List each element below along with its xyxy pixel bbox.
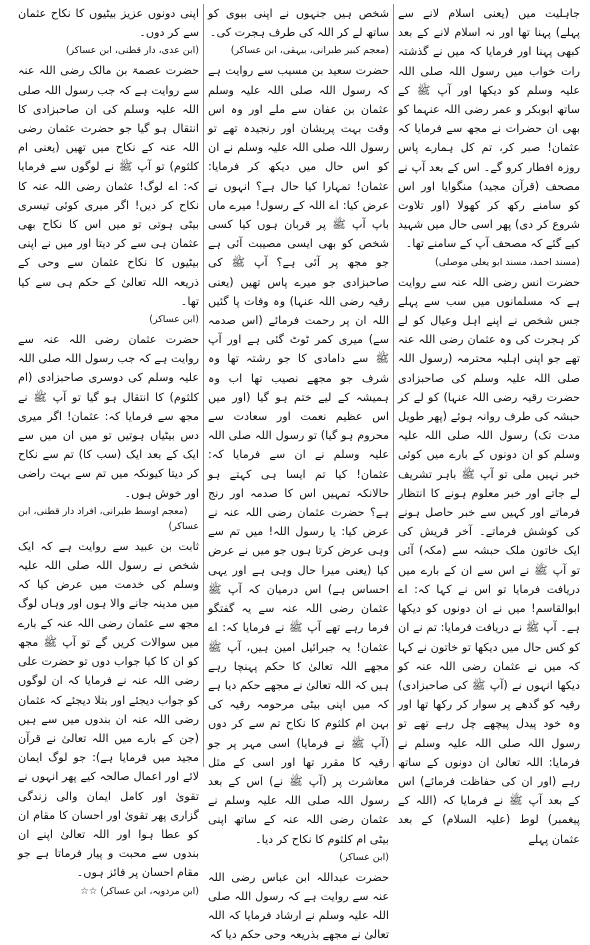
column-middle-reference-2: (ابن عساکر): [339, 851, 389, 863]
column-left-paragraph-3: حضرت عثمان رضی اللہ عنہ سے روایت ہے کہ جب رسول اللہ صلی اللہ علیہ وسلم کی دوسری صاحبزادی (ام کلثوم) کا انتقال ہو گیا تو آپ ﷺ نے مجھ سے فرمایا کہ: عثمان! اگر میری دس بیٹیاں ہوتیں تو میں ان میں سے ایک کے بعد ایک (سب کا) تم سے نکاح کر دیتا کیونکہ میں تم سے بہت راضی اور خوش ہوں۔: [18, 333, 199, 500]
column-left-reference-4: (ابن مردویہ، ابن عساکر) ☆☆: [80, 885, 199, 897]
column-middle-reference-1: (معجم کبیر طبرانی، بیہقی، ابن عساکر): [230, 45, 389, 57]
column-middle: [204, 4, 394, 942]
column-left-reference-1: (ابن عدی، دار قطنی، ابن عساکر): [65, 45, 199, 57]
column-left-paragraph-4: ثابت بن عبید سے روایت ہے کہ ایک شخص نے رسول اللہ صلی اللہ علیہ وسلم کی خدمت میں عرض کیا کہ میں مدینہ جانے والا ہوں اور وہاں لوگ مجھ سے عثمان رضی اللہ عنہ کے بارے میں سوالات کریں گے تو آپ ﷺ مجھ کو ان کا کیا جواب دوں تو حضرت علی رضی اللہ عنہ نے فرمایا کہ ان لوگوں کو جواب دیجئے اور بتلا دیجئے کہ عثمان رضی اللہ عنہ ان بندوں میں سے ہیں (جن کے بارے میں اللہ تعالیٰ نے قرآن مجید میں فرمایا ہے): جو لوگ ایمان لائے اور اعمال صالحہ کیے پھر انہوں نے تقویٰ اور کامل ایمان والی زندگی گزاری پھر تقویٰ اور احسان کا مقام ان کو عطا ہوا اور اللہ تعالیٰ اپنے ان بندوں سے محبت و پیار فرماتا ہے جو مقام احسان پر فائز ہوں۔: [18, 539, 199, 880]
column-right: [394, 4, 584, 846]
column-left: [14, 4, 204, 897]
column-left-reference-3: (معجم اوسط طبرانی، افراد دار قطنی، ابن عساکر): [18, 505, 199, 532]
column-left-paragraph-2: حضرت عصمۃ بن مالک رضی اللہ عنہ سے روایت ہے کہ جب رسول اللہ صلی اللہ علیہ وسلم کی ان صاحبزادی کا انتقال ہو گیا جو حضرت عثمان رضی اللہ عنہ کے نکاح میں تھیں (یعنی ام کلثوم) تو آپ ﷺ نے لوگوں سے فرمایا کہ: اے لوگ! عثمان رضی اللہ عنہ کا نکاح کر دیں! اگر میری کوئی تیسری بیٹی ہوتی تو میں اس کا نکاح بھی عثمان ہی سے کر دیتا اور میں نے اپنی بیٹیوں کا نکاح عثمان سے وحی کے ذریعہ اللہ تعالیٰ کے حکم ہی سے کیا تھا۔: [18, 64, 199, 308]
column-right-paragraph-1: جاہلیت میں (یعنی اسلام لانے سے پہلے) پہنا تھا اور نہ اسلام لانے کے بعد کبھی پہنا اور فرمایا کہ میں نے گذشتہ رات خواب میں رسول اللہ صلی اللہ علیہ وسلم کو دیکھا اور آپ ﷺ کے ساتھ ابوبکر و عمر رضی اللہ عنہما کو بھی ان حضرات نے مجھ سے فرمایا کہ عثمان! صبر کر، تم کل ہمارے پاس روزہ افطار کرو گے۔ اس کے بعد آپ نے مصحف (قرآن مجید) منگوایا اور اس کو سامنے رکھ کر کھولا (اور تلاوت شروع کر دی) پھر اسی حال میں شہید کیے گئے کہ مصحف آپ کے سامنے تھا۔: [398, 7, 580, 251]
text-columns: [6, 4, 584, 942]
column-left-reference-2: (ابن عساکر): [149, 314, 199, 326]
column-right-paragraph-2: حضرت انس رضی اللہ عنہ سے روایت ہے کہ مسلمانوں میں سب سے پہلے جس شخص نے اپنے اہل وعیال کو لے کر ہجرت کی وہ عثمان رضی اللہ عنہ تھے جو اپنی اہلیہ محترمہ (رسول اللہ صلی اللہ علیہ وسلم کی صاحبزادی حضرت رقیہ رضی اللہ عنہا) کو لے کر حبشہ کی طرف روانہ ہوئے (پھر طویل مدت تک) رسول اللہ صلی اللہ علیہ وسلم کو ان دونوں کے بارے میں کوئی خبر نہیں ملی تو آپ ﷺ باہر تشریف لے جاتے اور خبر معلوم ہونے کا انتظار فرماتے اور کہیں سے خبر حاصل ہونے کی کوشش فرماتے۔ آخر قریش کی ایک خاتون ملک حبشہ سے (مکہ) آئی تو آپ ﷺ نے اس سے ان کے بارے میں دریافت فرمایا تو اس نے کہا کہ: اے ابوالقاسم! میں نے ان دونوں کو دیکھا ہے۔ آپ ﷺ نے دریافت فرمایا: تم نے ان کو کس حال میں دیکھا تو خاتون نے کہا کہ میں نے عثمان رضی اللہ عنہ کو دیکھا انہوں نے (آپ ﷺ کی صاحبزادی) رقیہ کو گدھے پر سوار کر رکھا تھا اور وہ خود پیدل پیچھے چل رہے تھے تو رسول اللہ صلی اللہ علیہ وسلم نے فرمایا: اللہ تعالیٰ ان دونوں کے ساتھ رہے (اور ان کی حفاظت فرمائے) اس کے بعد آپ ﷺ نے فرمایا کہ (اللہ کے پیغمبر) لوط (علیہ السلام) کے بعد عثمان پہلے: [398, 275, 580, 846]
column-right-reference-1: (مسند احمد، مسند ابو یعلی موصلی): [434, 256, 580, 268]
column-middle-paragraph-3: حضرت عبداللہ ابن عباس رضی اللہ عنہ سے روایت ہے کہ رسول اللہ صلی اللہ علیہ وسلم نے ارشاد فرمایا کہ اللہ تعالیٰ نے مجھے بذریعہ وحی حکم دیا کہ: [208, 870, 389, 942]
column-middle-paragraph-1: شخص ہیں جنہوں نے اپنی بیوی کو ساتھ لے کر اللہ کی طرف ہجرت کی۔: [208, 7, 389, 40]
column-middle-paragraph-2: حضرت سعید بن مسیب سے روایت ہے کہ رسول اللہ صلی اللہ علیہ وسلم عثمان بن عفان سے ملے اور وہ اس وقت بہت پریشان اور رنجیدہ تھے تو رسول اللہ صلی اللہ علیہ وسلم نے ان کو اس حال میں دیکھ کر فرمایا: عثمان! تمہارا کیا حال ہے؟ انہوں نے عرض کیا: اے اللہ کے رسول! میرے ماں باپ آپ ﷺ پر قربان ہوں کیا کسی شخص کو بھی ایسی مصیبت آئی ہے جو مجھ پر آئی ہے؟ آپ ﷺ کی صاحبزادی جو میرے پاس تھیں (یعنی رقیہ رضی اللہ عنہا) وہ وفات پا گئیں اللہ ان پر رحمت فرمائے (اس صدمہ سے) میری کمر ٹوٹ گئی ہے اور آپ ﷺ سے دامادی کا جو رشتہ تھا وہ شرف جو مجھے نصیب تھا اب وہ ہمیشہ کے لیے ختم ہو گیا (اور میں اس عظیم نعمت اور سعادت سے محروم ہو گیا) تو رسول اللہ صلی اللہ علیہ وسلم نے ان سے فرمایا کہ: عثمان! کیا تم ایسا ہی کہتے ہو حالانکہ تمہیں اس کا صدمہ اور رنج ہے؟ حضرت عثمان رضی اللہ عنہ نے عرض کیا: یا رسول اللہ! میں تم سے وہی عرض کرتا ہوں جو میں نے عرض کیا (یعنی میرا حال وہی ہے اور یہی احساس ہے) اس درمیان کہ آپ ﷺ عثمان رضی اللہ عنہ سے یہ گفتگو فرما رہے تھے آپ ﷺ نے فرمایا کہ: اے عثمان! یہ جبرائیل امین ہیں، آپ ﷺ مجھے اللہ تعالیٰ کا حکم پہنچا رہے ہیں کہ اللہ تعالیٰ نے مجھے حکم دیا ہے کہ میں اپنی بیٹی مرحومہ رقیہ کی بہن ام کلثوم کا نکاح تم سے کر دوں (آپ ﷺ نے فرمایا) اسی مہر پر جو رقیہ کا مقرر تھا اور اسی کے مثل معاشرت پر (آپ ﷺ نے) اس کے بعد رسول اللہ صلی اللہ علیہ وسلم نے عثمان رضی اللہ عنہ کے ساتھ اپنی بیٹی ام کلثوم کا نکاح کر دیا۔: [208, 64, 389, 846]
column-left-paragraph-1: اپنی دونوں عزیز بیٹیوں کا نکاح عثمان سے کر دوں۔: [18, 7, 199, 40]
